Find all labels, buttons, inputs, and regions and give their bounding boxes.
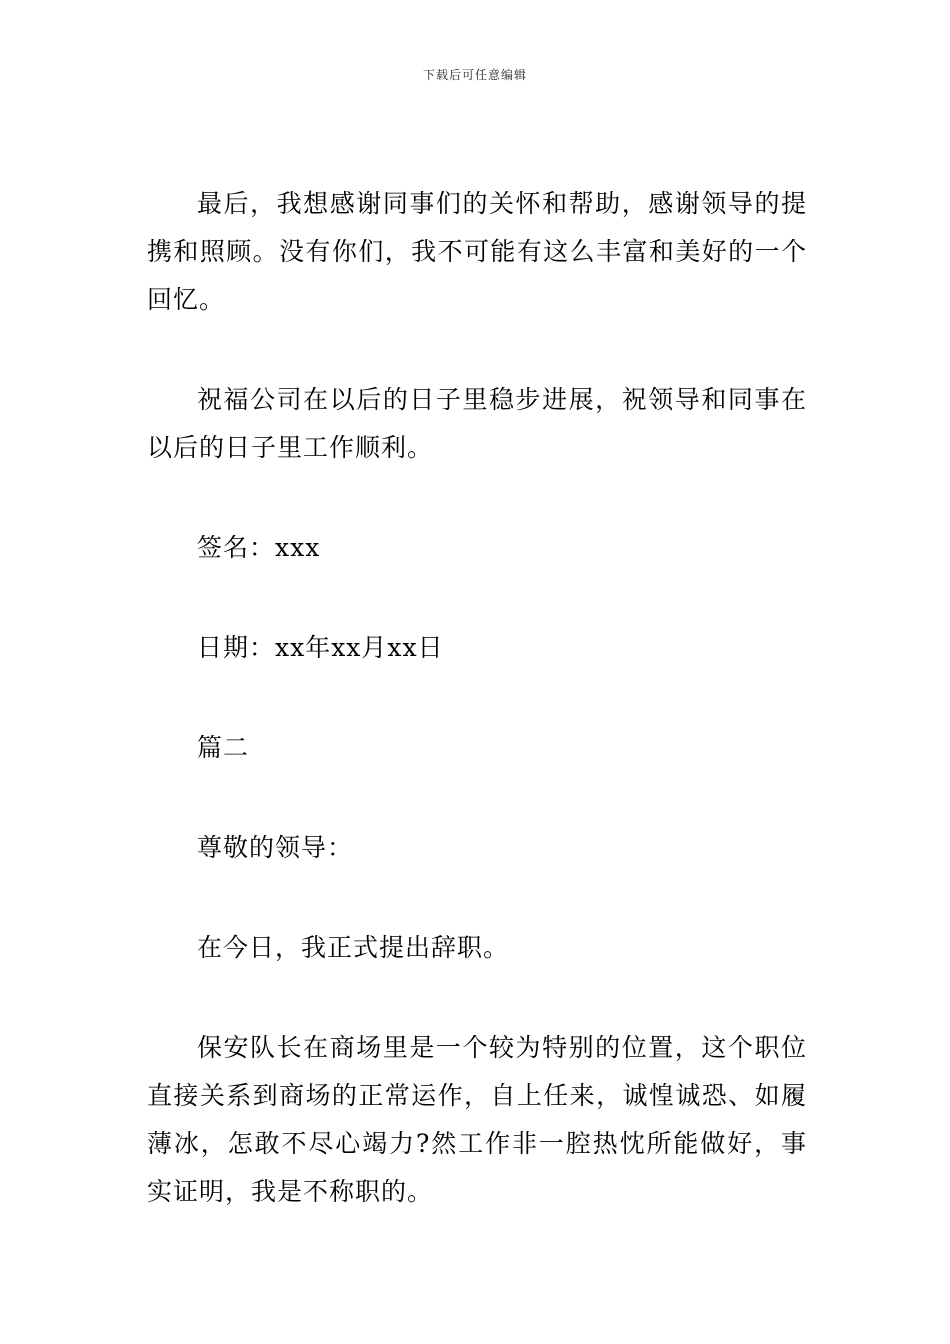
paragraph-spacer xyxy=(147,472,807,524)
document-body xyxy=(147,180,807,1216)
paragraph-spacer xyxy=(147,972,807,1024)
paragraph-resignation: 在今日，我正式提出辞职。 xyxy=(197,933,510,962)
paragraph-spacer xyxy=(147,672,807,724)
paragraph-spacer xyxy=(147,572,807,624)
signature-line: 签名：xxx xyxy=(197,533,321,562)
paragraph-thanks: 最后，我想感谢同事们的关怀和帮助，感谢领导的提携和照顾。没有你们，我不可能有这么丰富和美好的一个回忆。 xyxy=(147,189,807,314)
paragraph-spacer xyxy=(147,772,807,824)
paragraph-position: 保安队长在商场里是一个较为特别的位置，这个职位直接关系到商场的正常运作，自上任来，诚惶诚恐、如履薄冰，怎敢不尽心竭力?然工作非一腔热忱所能做好，事实证明，我是不称职的。 xyxy=(147,1033,807,1206)
page-header-note: 下载后可任意编辑 xyxy=(422,68,527,82)
date-line: 日期：xx年xx月xx日 xyxy=(197,633,444,662)
paragraph-spacer xyxy=(147,872,807,924)
section-heading: 篇二 xyxy=(197,733,250,762)
paragraph-spacer xyxy=(147,324,807,376)
salutation: 尊敬的领导： xyxy=(197,833,354,862)
paragraph-wishes: 祝福公司在以后的日子里稳步进展，祝领导和同事在以后的日子里工作顺利。 xyxy=(147,385,807,462)
